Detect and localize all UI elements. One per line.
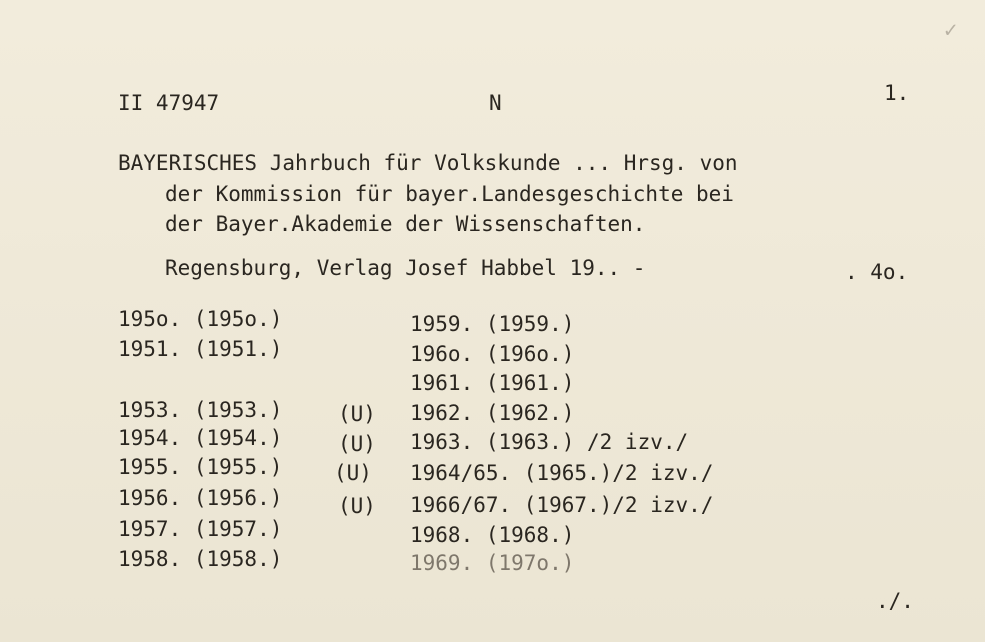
format: . 4o. [845,260,909,284]
holding-entry: 1959. (1959.) [410,312,575,336]
holding-mark: (U) [338,494,376,518]
holding-entry: 1956. (1956.) [118,486,283,510]
holding-entry: 1968. (1968.) [410,523,575,547]
continuation-mark: ./. [876,589,914,613]
title-line-1: BAYERISCHES Jahrbuch für Volkskunde ... Hrsg. von [118,151,738,175]
holding-mark: (U) [338,402,376,426]
holding-entry: 1954. (1954.) [118,426,283,450]
holding-entry: 1966/67. (1967.)/2 izv./ [410,493,714,517]
holding-entry: 1953. (1953.) [118,398,283,422]
holding-entry: 195o. (195o.) [118,307,283,331]
card-number: 1. [884,81,910,105]
holding-entry: 1963. (1963.) /2 izv./ [410,430,689,454]
holding-entry: 1964/65. (1965.)/2 izv./ [410,461,714,485]
holding-mark: (U) [334,461,372,485]
holding-entry: 196o. (196o.) [410,342,575,366]
imprint: Regensburg, Verlag Josef Habbel 19.. - [165,256,646,280]
holding-entry: 1962. (1962.) [410,401,575,425]
call-number: II 47947 [118,91,220,115]
title-line-3: der Bayer.Akademie der Wissenschaften. [165,212,646,236]
title-line-2: der Kommission für bayer.Landesgeschichte bei [165,182,734,206]
letter-mark: N [489,91,502,115]
holding-mark: (U) [338,432,376,456]
holding-entry: 1957. (1957.) [118,517,283,541]
holding-entry-faint: 1969. (197o.) [410,551,575,575]
holding-entry: 1955. (1955.) [118,455,283,479]
check-mark-icon: ✓ [944,18,958,43]
holding-entry: 1951. (1951.) [118,337,283,361]
holding-entry: 1958. (1958.) [118,547,283,571]
holding-entry: 1961. (1961.) [410,371,575,395]
